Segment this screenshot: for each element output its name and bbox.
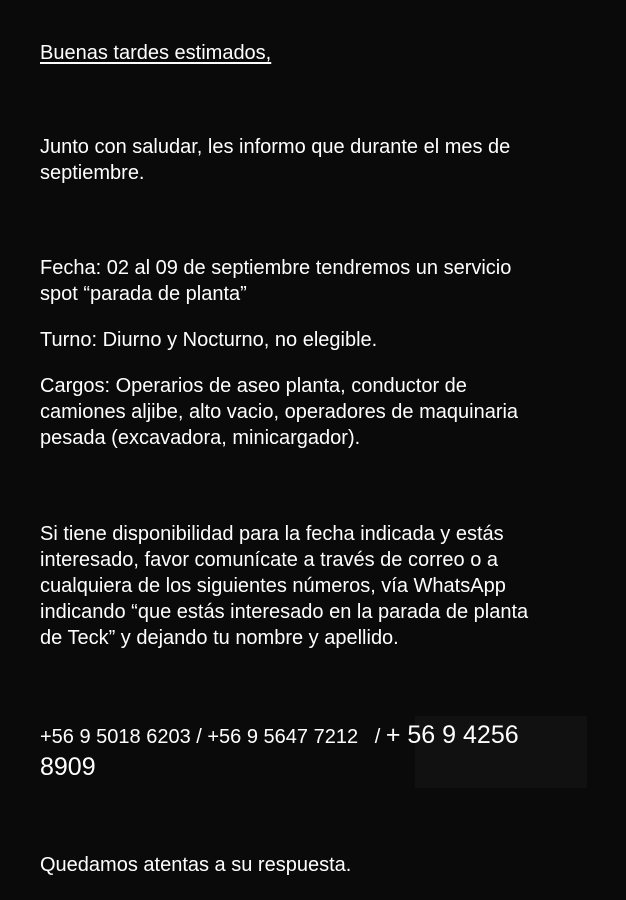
cargos-line: camiones aljibe, alto vacio, operadores de maquinaria (40, 401, 519, 423)
cargos-paragraph (40, 373, 600, 451)
fecha-line: spot “parada de planta” (40, 283, 247, 305)
instructions-paragraph (40, 521, 600, 651)
phone-number-third[interactable]: + 56 9 4256 (385, 721, 519, 749)
intro-paragraph (40, 134, 600, 186)
instructions-line: interesado, favor comunícate a través de correo o a (40, 549, 499, 571)
instructions-line: indicando “que estás interesado en la parada de planta (40, 601, 529, 623)
fecha-paragraph (40, 255, 600, 307)
phone-number-third-continued[interactable]: 8909 (40, 753, 96, 781)
closing-text: Quedamos atentas a su respuesta. (40, 854, 352, 876)
intro-line: Junto con saludar, les informo que durante el mes de (40, 136, 511, 158)
phone-numbers-first[interactable]: +56 9 5018 6203 / +56 9 5647 7212 / (40, 726, 386, 748)
intro-line: septiembre. (40, 162, 145, 184)
instructions-line: Si tiene disponibilidad para la fecha indicada y estás (40, 523, 504, 545)
greeting-text: Buenas tardes estimados, (40, 42, 272, 64)
cargos-line: pesada (excavadora, minicargador). (40, 427, 361, 449)
fecha-line: Fecha: 02 al 09 de septiembre tendremos un servicio (40, 257, 512, 279)
instructions-line: cualquiera de los siguientes números, vía WhatsApp (40, 575, 506, 597)
instructions-line: de Teck” y dejando tu nombre y apellido. (40, 627, 399, 649)
turno-paragraph: Turno: Diurno y Nocturno, no elegible. (40, 329, 378, 351)
phone-numbers[interactable] (40, 720, 600, 782)
cargos-line: Cargos: Operarios de aseo planta, conductor de (40, 375, 467, 397)
